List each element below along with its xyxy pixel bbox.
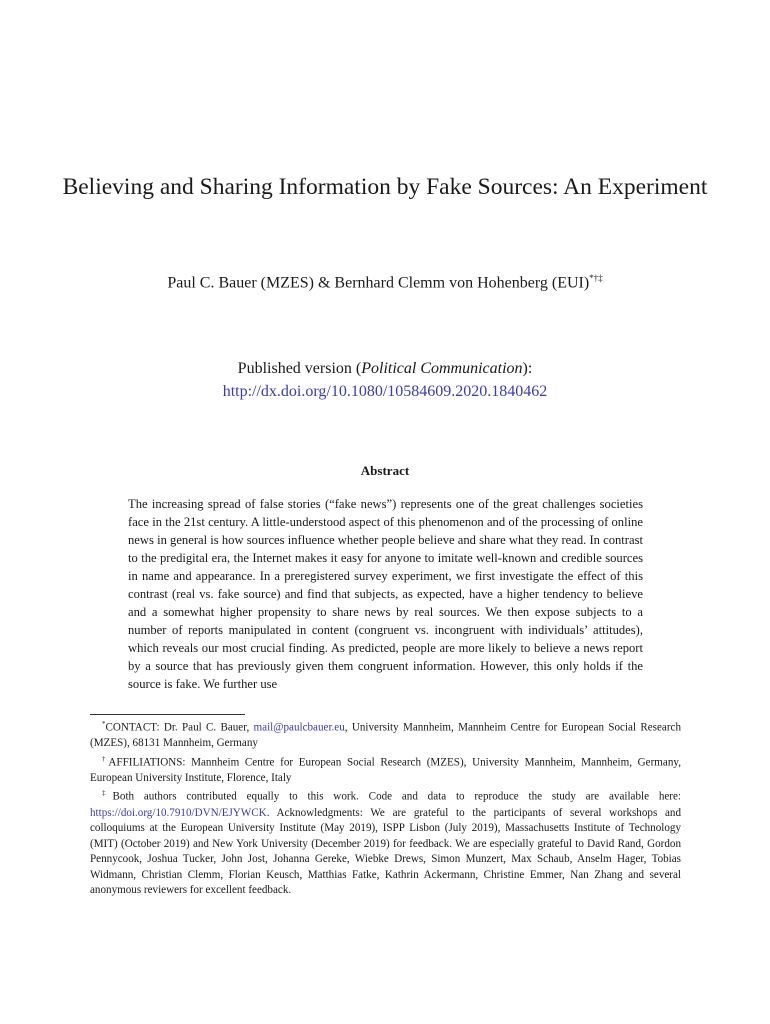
published-version (60, 357, 710, 403)
abstract-text: The increasing spread of false stories (“fake news”) represents one of the great challenges societies face in the 21st century. A little-understood aspect of this phenomenon and of the processing of online news in general is how sources influence whether people believe and share what they read. In contrast to the predigital era, the Internet makes it easy for anyone to imitate well-known and credible sources in name and appearance. In a preregistered survey experiment, we first investigate the effect of this contrast (real vs. fake source) and find that subjects, as expected, have a higher tendency to believe and a somewhat higher propensity to share news by real sources. We then expose subjects to a number of reports manipulated in content (congruent vs. incongruent with individuals’ attitudes), which reveals our most crucial finding. As predicted, people are more likely to believe a news report by a source that has previously given them congruent information. However, this only holds if the source is fake. We further use (128, 497, 643, 691)
paper-title: Believing and Sharing Information by Fake Sources: An Experiment (62, 174, 708, 200)
footnote-divider (90, 714, 245, 715)
footnotes (90, 717, 681, 899)
author-footnote-marks[interactable]: *†‡ (589, 273, 603, 283)
published-suffix: ): (522, 360, 533, 377)
doi-link[interactable]: http://dx.doi.org/10.1080/10584609.2020.1840462 (222, 383, 548, 400)
authors-names: Paul C. Bauer (MZES) & Bernhard Clemm von Hohenberg (EUI) (167, 274, 590, 292)
footnote-equal-contribution (90, 786, 681, 898)
footnote-equal-text: Both authors contributed equally to this work. Code and data to reproduce the study are available here: (112, 791, 681, 804)
journal-name: Political Communication (361, 360, 523, 377)
abstract-heading: Abstract (360, 463, 410, 478)
author-line (60, 273, 710, 292)
footnote-affiliations (90, 752, 681, 787)
footnote-mark: † (102, 754, 109, 763)
email-link[interactable]: mail@paulcbauer.eu (253, 721, 345, 734)
footnote-acknowledgments-text: . Acknowledgments: We are grateful to the participants of several workshops and colloquiums at the European University Institute (May 2019), ISPP Lisbon (July 2019), Massachusetts Institute of Technology (MIT) (October 2019) and New York University (December 2019) for feedback. We are especially grateful to David Rand, Gordon Pennycook, Joshua Tucker, John Jost, Johanna Gereke, Wiebke Drews, Simon Munzert, Max Schaub, Anselm Hager, Tobias Widmann, Christian Clemm, Florian Keusch, Matthias Fatke, Kathrin Ackermann, Christine Emmer, Nan Zhang and several anonymous reviewers for excellent feedback. (90, 806, 681, 897)
footnote-mark: * (102, 720, 106, 728)
footnote-mark: ‡ (102, 789, 113, 798)
footnote-contact-text-end: , University Mannheim, Mannheim Centre for European Social Research (MZES), 68131 Mannheim, Germany (90, 721, 681, 750)
dataverse-link[interactable]: https://doi.org/10.7910/DVN/EJYWCK (90, 806, 267, 819)
footnote-affiliations-text: AFFILIATIONS: Mannheim Centre for European Social Research (MZES), University Mannheim, Mannheim, Germany, European University Institute, Florence, Italy (90, 756, 682, 784)
footnote-contact-text: CONTACT: Dr. Paul C. Bauer, (105, 721, 254, 734)
footnote-contact (90, 717, 681, 752)
published-prefix: Published version ( (237, 360, 362, 377)
